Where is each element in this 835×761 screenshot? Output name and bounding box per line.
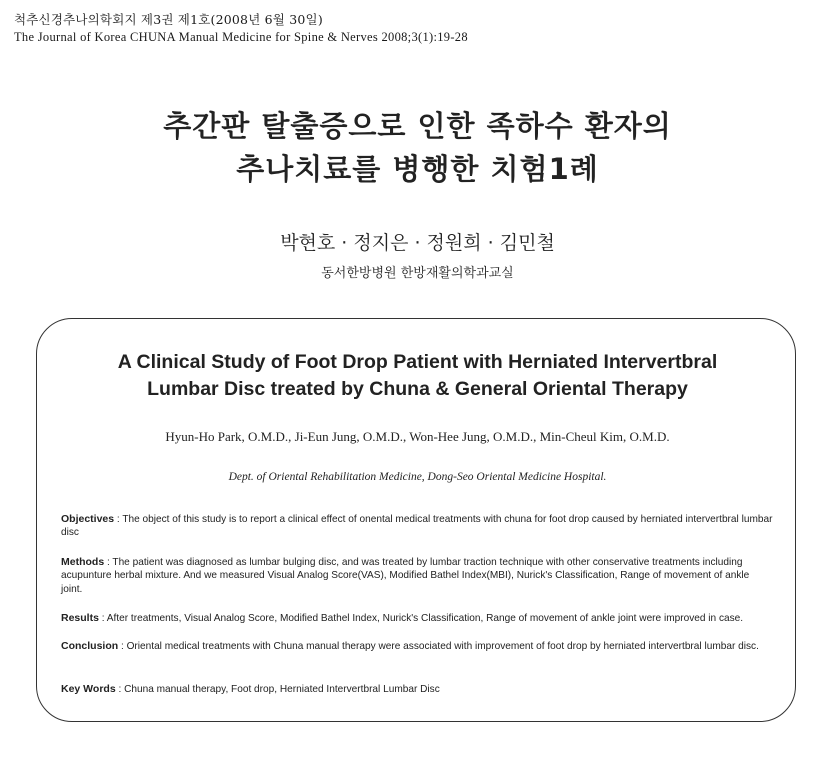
abstract-methods — [61, 556, 773, 596]
abstract-conclusion — [61, 640, 773, 653]
english-title-line-1: A Clinical Study of Foot Drop Patient with Herniated Intervertbral — [117, 351, 718, 373]
objectives-text: : The object of this study is to report a clinical effect of onental medical treatments with chuna for foot drop caused by herniated intervertbral lumbar disc — [61, 514, 773, 539]
objectives-label: Objectives — [61, 513, 115, 525]
methods-text: : The patient was diagnosed as lumbar bulging disc, and was treated by lumbar traction technique with other conservative treatments including acupunture herbal mixture. And we measured Visual Analog Score(VAS), Modified Bathel Index(MBI), Nurick's Classification, Range of movement of ankle joint. — [61, 557, 750, 595]
results-text: : After treatments, Visual Analog Score, Modified Bathel Index, Nurick's Classification, Range of movement of ankle joint were improved in case. — [98, 613, 744, 624]
english-authors: Hyun-Ho Park, O.M.D., Ji-Eun Jung, O.M.D., Won-Hee Jung, O.M.D., Min-Cheul Kim, O.M.D. — [165, 429, 670, 444]
conclusion-label: Conclusion — [61, 640, 119, 652]
conclusion-text: : Oriental medical treatments with Chuna manual therapy were associated with improvement of foot drop by herniated intervertbral lumbar disc. — [118, 641, 759, 652]
results-label: Results — [61, 612, 99, 624]
journal-header — [14, 12, 468, 46]
english-title-line-2: Lumbar Disc treated by Chuna & General Oriental Therapy — [147, 378, 688, 400]
journal-citation-english: The Journal of Korea CHUNA Manual Medicine for Spine & Nerves 2008;3(1):19-28 — [14, 30, 468, 44]
methods-label: Methods — [61, 556, 105, 568]
korean-authors: 박현호 · 정지은 · 정원희 · 김민철 — [280, 232, 555, 254]
korean-affiliation: 동서한방병원 한방재활의학과교실 — [321, 266, 514, 281]
keywords-label: Key Words — [61, 683, 116, 695]
abstract-results — [61, 612, 773, 625]
english-affiliation: Dept. of Oriental Rehabilitation Medicine, Dong-Seo Oriental Medicine Hospital. — [228, 471, 607, 483]
keywords-text: : Chuna manual therapy, Foot drop, Herniated Intervertbral Lumbar Disc — [115, 684, 440, 695]
abstract-keywords — [61, 683, 773, 696]
journal-citation-korean: 척추신경추나의학회지 제3권 제1호(2008년 6월 30일) — [14, 12, 323, 27]
abstract-objectives — [61, 513, 773, 540]
korean-title-line-1: 추간판 탈출증으로 인한 족하수 환자의 — [163, 109, 672, 143]
korean-title-line-2: 추나치료를 병행한 치험1례 — [236, 152, 599, 186]
